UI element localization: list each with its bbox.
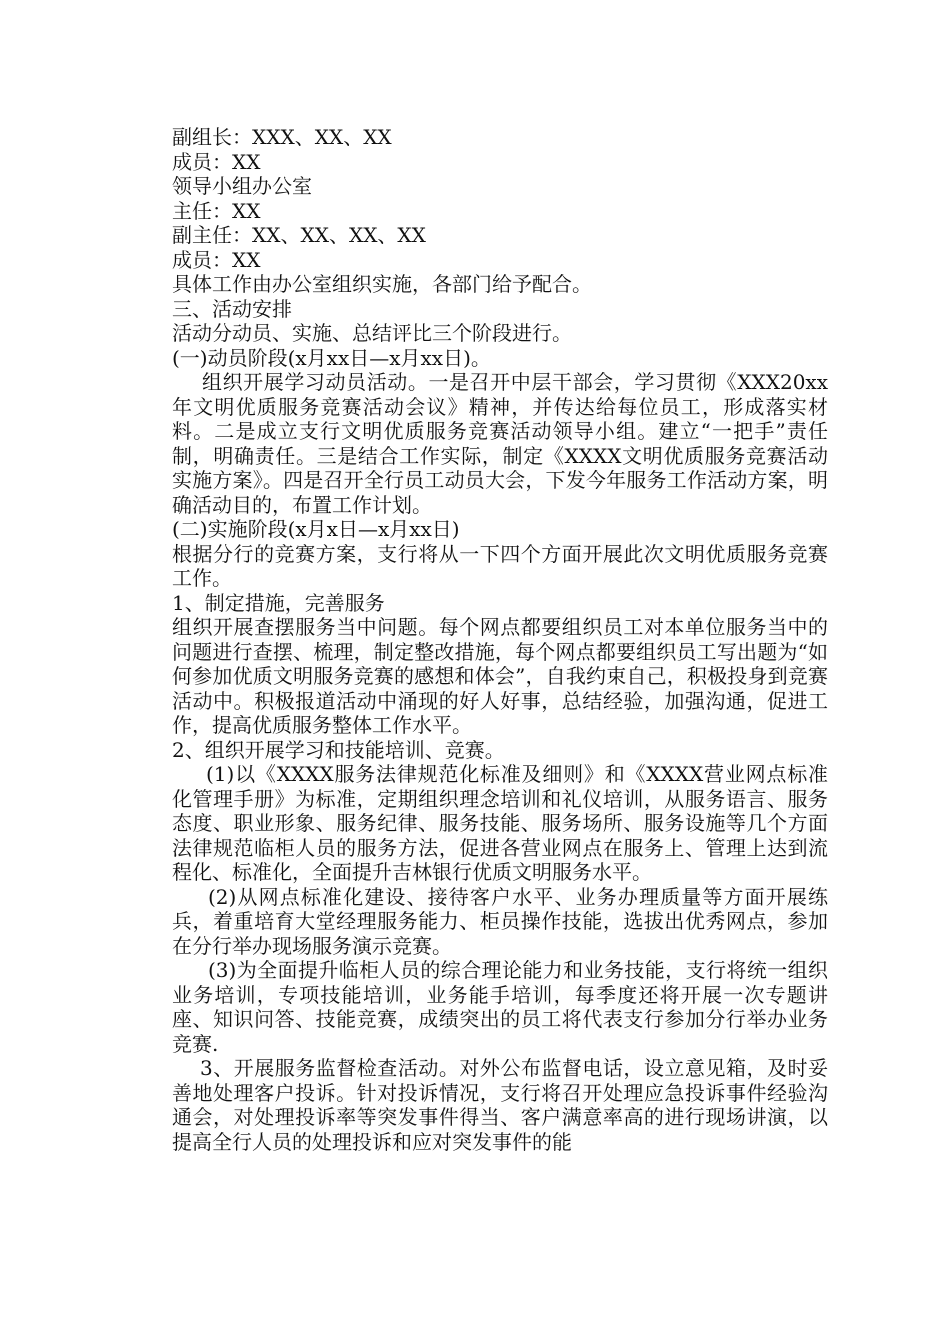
stages-intro: 活动分动员、实施、总结评比三个阶段进行。 [172,321,572,345]
item-two-heading: 2、组织开展学习和技能培训、竞赛。 [172,737,505,762]
office-members-line: 成员：XX [172,247,261,272]
members-line: 成员：XX [172,149,261,174]
sub-item-2-paragraph: (2)从网点标准化建设、接待客户水平、业务办理质量等方面开展练兵，着重培育大堂经理服务能力、柜员操作技能，选拔出优秀网点，参加在分行举办现场服务演示竞赛。 [172,884,828,958]
director-line: 主任：XX [172,198,261,223]
item-one-heading: 1、制定措施，完善服务 [172,590,385,615]
stage-two-heading: (二)实施阶段(x月x日—x月xx日) [172,517,460,541]
office-heading: 领导小组办公室 [172,174,312,198]
document-body [172,125,828,1154]
implementation-note: 具体工作由办公室组织实施，各部门给予配合。 [172,272,592,296]
item-three-paragraph: 3、开展服务监督检查活动。对外公布监督电话，设立意见箱，及时妥善地处理客户投诉。针对投诉情况，支行将召开处理应急投诉事件经验沟通会，对处理投诉率等突发事件得当、客户满意率高的进行现场讲演，以提高全行人员的处理投诉和应对突发事件的能 [172,1056,828,1154]
stage-two-intro: 根据分行的竞赛方案，支行将从一下四个方面开展此次文明优质服务竞赛工作。 [172,541,828,590]
deputy-leader-line: 副组长：XXX、XX、XX [172,125,392,149]
stage-one-paragraph: 组织开展学习动员活动。一是召开中层干部会，学习贯彻《XXX20xx年文明优质服务竞赛活动会议》精神，并传达给每位员工，形成落实材料。二是成立支行文明优质服务竞赛活动领导小组。建立“一把手”责任制，明确责任。三是结合工作实际，制定《XXXX文明优质服务竞赛活动实施方案》。四是召开全行员工动员大会，下发今年服务工作活动方案，明确活动目的，布置工作计划。 [172,370,828,517]
item-one-paragraph: 组织开展查摆服务当中问题。每个网点都要组织员工对本单位服务当中的问题进行查摆、梳理，制定整改措施，每个网点都要组织员工写出题为“如何参加优质文明服务竞赛的感想和体会”，自我约束自己，积极投身到竞赛活动中。积极报道活动中涌现的好人好事，总结经验，加强沟通，促进工作，提高优质服务整体工作水平。 [172,615,828,737]
sub-item-1-paragraph: (1)以《XXXX服务法律规范化标准及细则》和《XXXX营业网点标准化管理手册》为标准，定期组织理念培训和礼仪培训，从服务语言、服务态度、职业形象、服务纪律、服务技能、服务场所、服务设施等几个方面法律规范临柜人员的服务方法，促进各营业网点在服务上、管理上达到流程化、标准化，全面提升吉林银行优质文明服务水平。 [172,762,828,884]
section-heading-arrangement: 三、活动安排 [172,296,292,321]
stage-one-heading: (一)动员阶段(x月xx日—x月xx日)。 [172,345,491,370]
deputy-director-line: 副主任：XX、XX、XX、XX [172,223,426,247]
sub-item-3-paragraph: (3)为全面提升临柜人员的综合理论能力和业务技能，支行将统一组织业务培训，专项技能培训，业务能手培训，每季度还将开展一次专题讲座、知识问答、技能竞赛，成绩突出的员工将代表支行参加分行举办业务竞赛. [172,958,828,1056]
